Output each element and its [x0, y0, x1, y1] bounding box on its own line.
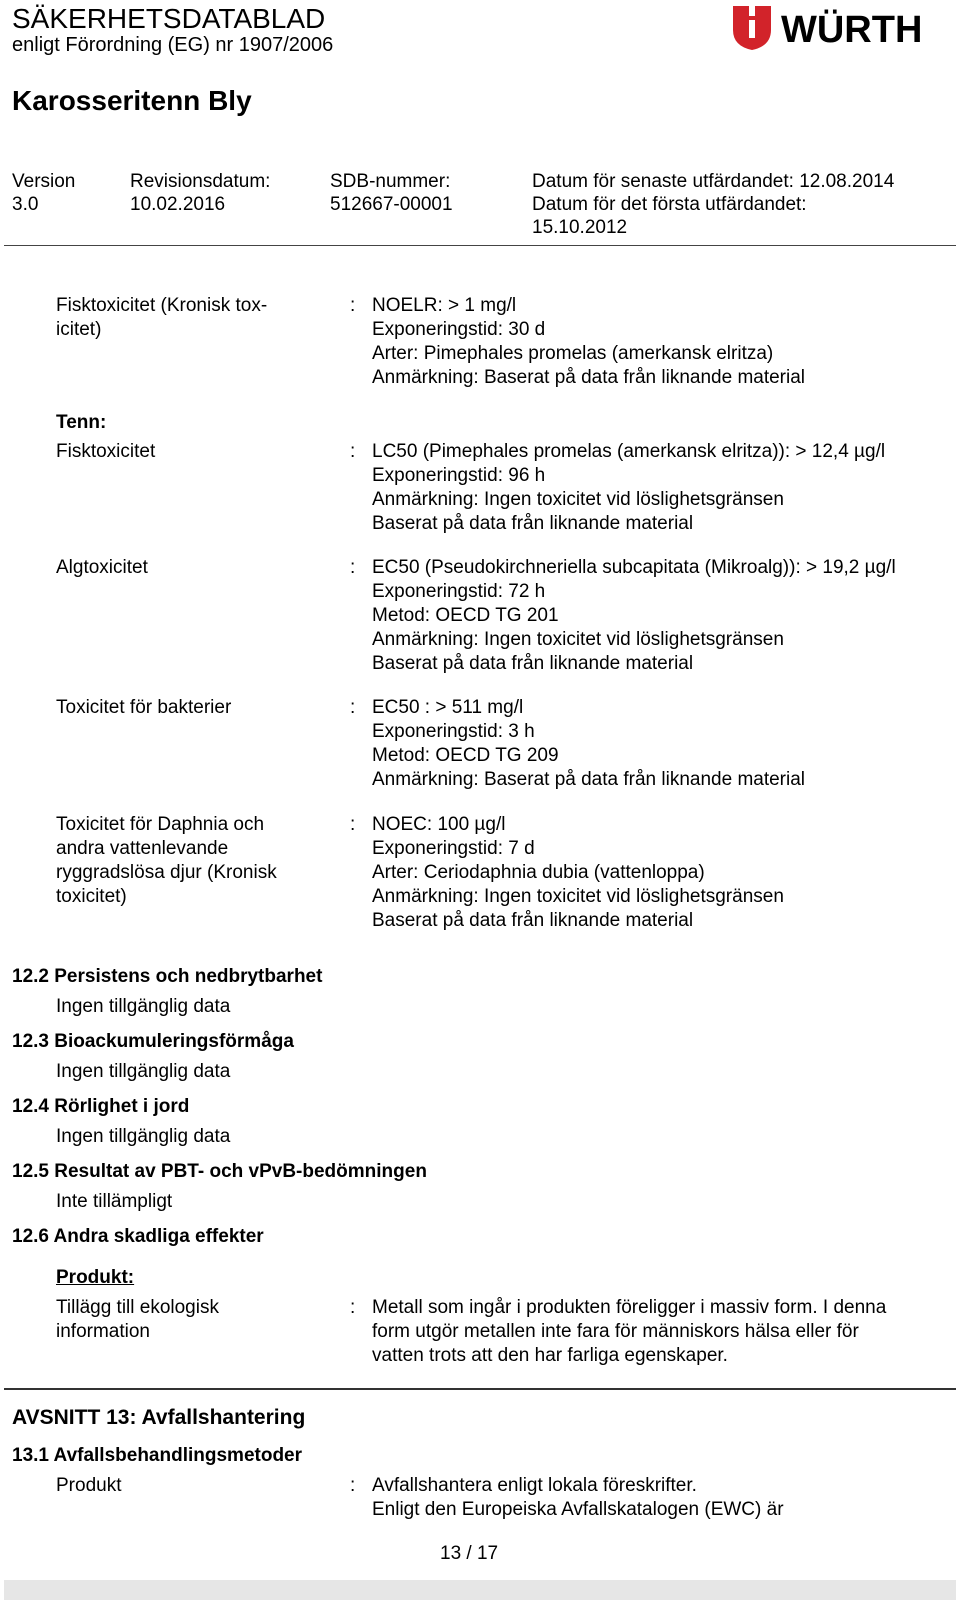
version-value: 3.0: [12, 194, 39, 215]
row-label-daphnia: Toxicitet för Daphnia och andra vattenlevande ryggradslösa djur (Kronisk toxicitet): [56, 814, 277, 907]
section-13-title: AVSNITT 13: Avfallshantering: [12, 1406, 306, 1429]
section-12-2-text: Ingen tillgänglig data: [56, 996, 231, 1017]
first-issue-value: 15.10.2012: [532, 217, 628, 238]
row-values-daphnia: NOEC: 100 µg/l Exponeringstid: 7 d Arter: Ceriodaphnia dubia (vattenloppa) Anmärkning: Ingen toxicitet vid löslighetsgränsen Baserat på data från liknande material: [372, 814, 784, 931]
version-label: Version: [12, 171, 76, 192]
row-label-algae: Algtoxicitet: [56, 557, 148, 578]
section-12-4-text: Ingen tillgänglig data: [56, 1126, 231, 1147]
colon: :: [350, 1475, 356, 1496]
page-footer: [4, 1580, 956, 1600]
wurth-logo: [733, 2, 955, 52]
first-issue-label: Datum för det första utfärdandet:: [532, 194, 807, 215]
section-12-5-text: Inte tillämpligt: [56, 1191, 173, 1212]
colon: :: [350, 441, 356, 462]
sdb-value: 512667-00001: [330, 194, 453, 215]
section-divider: [4, 1388, 956, 1390]
revision-label: Revisionsdatum:: [130, 171, 271, 192]
section-12-4-title: 12.4 Rörlighet i jord: [12, 1096, 190, 1117]
section-12-2-title: 12.2 Persistens och nedbrytbarhet: [12, 966, 323, 987]
row-label-eco-info: Tillägg till ekologisk information: [56, 1297, 219, 1342]
row-values-algae: EC50 (Pseudokirchneriella subcapitata (Mikroalg)): > 19,2 µg/l Exponeringstid: 72 h Metod: OECD TG 201 Anmärkning: Ingen toxicitet vid löslighetsgränsen Baserat på data från liknande material: [372, 557, 896, 674]
row-values-eco-info: Metall som ingår i produkten föreligger i massiv form. I denna form utgör metallen inte fara för människors hälsa eller för vatten trots att den har farliga egenskaper.: [372, 1297, 887, 1366]
regulation-text: enligt Förordning (EG) nr 1907/2006: [12, 34, 334, 56]
latest-issue-date: Datum för senaste utfärdandet: 12.08.2014: [532, 171, 895, 192]
section-12-3-title: 12.3 Bioackumuleringsförmåga: [12, 1031, 294, 1052]
produkt-heading: Produkt:: [56, 1267, 135, 1288]
page-number: 13 / 17: [440, 1543, 499, 1564]
row-values-produkt: Avfallshantera enligt lokala föreskrifter. Enligt den Europeiska Avfallskatalogen (EWC) är: [372, 1475, 784, 1520]
colon: :: [350, 697, 356, 718]
colon: :: [350, 814, 356, 835]
colon: :: [350, 295, 356, 316]
svg-text:WÜRTH: WÜRTH: [781, 9, 923, 51]
colon: :: [350, 557, 356, 578]
section-12-6-title: 12.6 Andra skadliga effekter: [12, 1226, 264, 1247]
tenn-heading: Tenn:: [56, 412, 107, 433]
document-title: SÄKERHETSDATABLAD: [12, 3, 326, 34]
colon: :: [350, 1297, 356, 1318]
row-label-produkt: Produkt: [56, 1475, 122, 1496]
section-12-3-text: Ingen tillgänglig data: [56, 1061, 231, 1082]
row-label-fish-chronic: Fisktoxicitet (Kronisk tox- icitet): [56, 295, 268, 340]
section-13-1-title: 13.1 Avfallsbehandlingsmetoder: [12, 1445, 303, 1466]
row-values-fish: LC50 (Pimephales promelas (amerkansk elritza)): > 12,4 µg/l Exponeringstid: 96 h Anmärkning: Ingen toxicitet vid löslighetsgränsen Baserat på data från liknande material: [372, 441, 886, 534]
row-label-bacteria: Toxicitet för bakterier: [56, 697, 232, 718]
row-label-fish: Fisktoxicitet: [56, 441, 156, 462]
revision-value: 10.02.2016: [130, 194, 226, 215]
row-values-fish-chronic: NOELR: > 1 mg/l Exponeringstid: 30 d Arter: Pimephales promelas (amerkansk elritza) Anmärkning: Baserat på data från liknande material: [372, 295, 806, 388]
row-values-bacteria: EC50 : > 511 mg/l Exponeringstid: 3 h Metod: OECD TG 209 Anmärkning: Baserat på data från liknande material: [372, 697, 806, 790]
section-12-5-title: 12.5 Resultat av PBT- och vPvB-bedömningen: [12, 1161, 427, 1182]
header-divider: [4, 245, 956, 246]
sdb-label: SDB-nummer:: [330, 171, 451, 192]
product-name: Karosseritenn Bly: [12, 85, 252, 116]
